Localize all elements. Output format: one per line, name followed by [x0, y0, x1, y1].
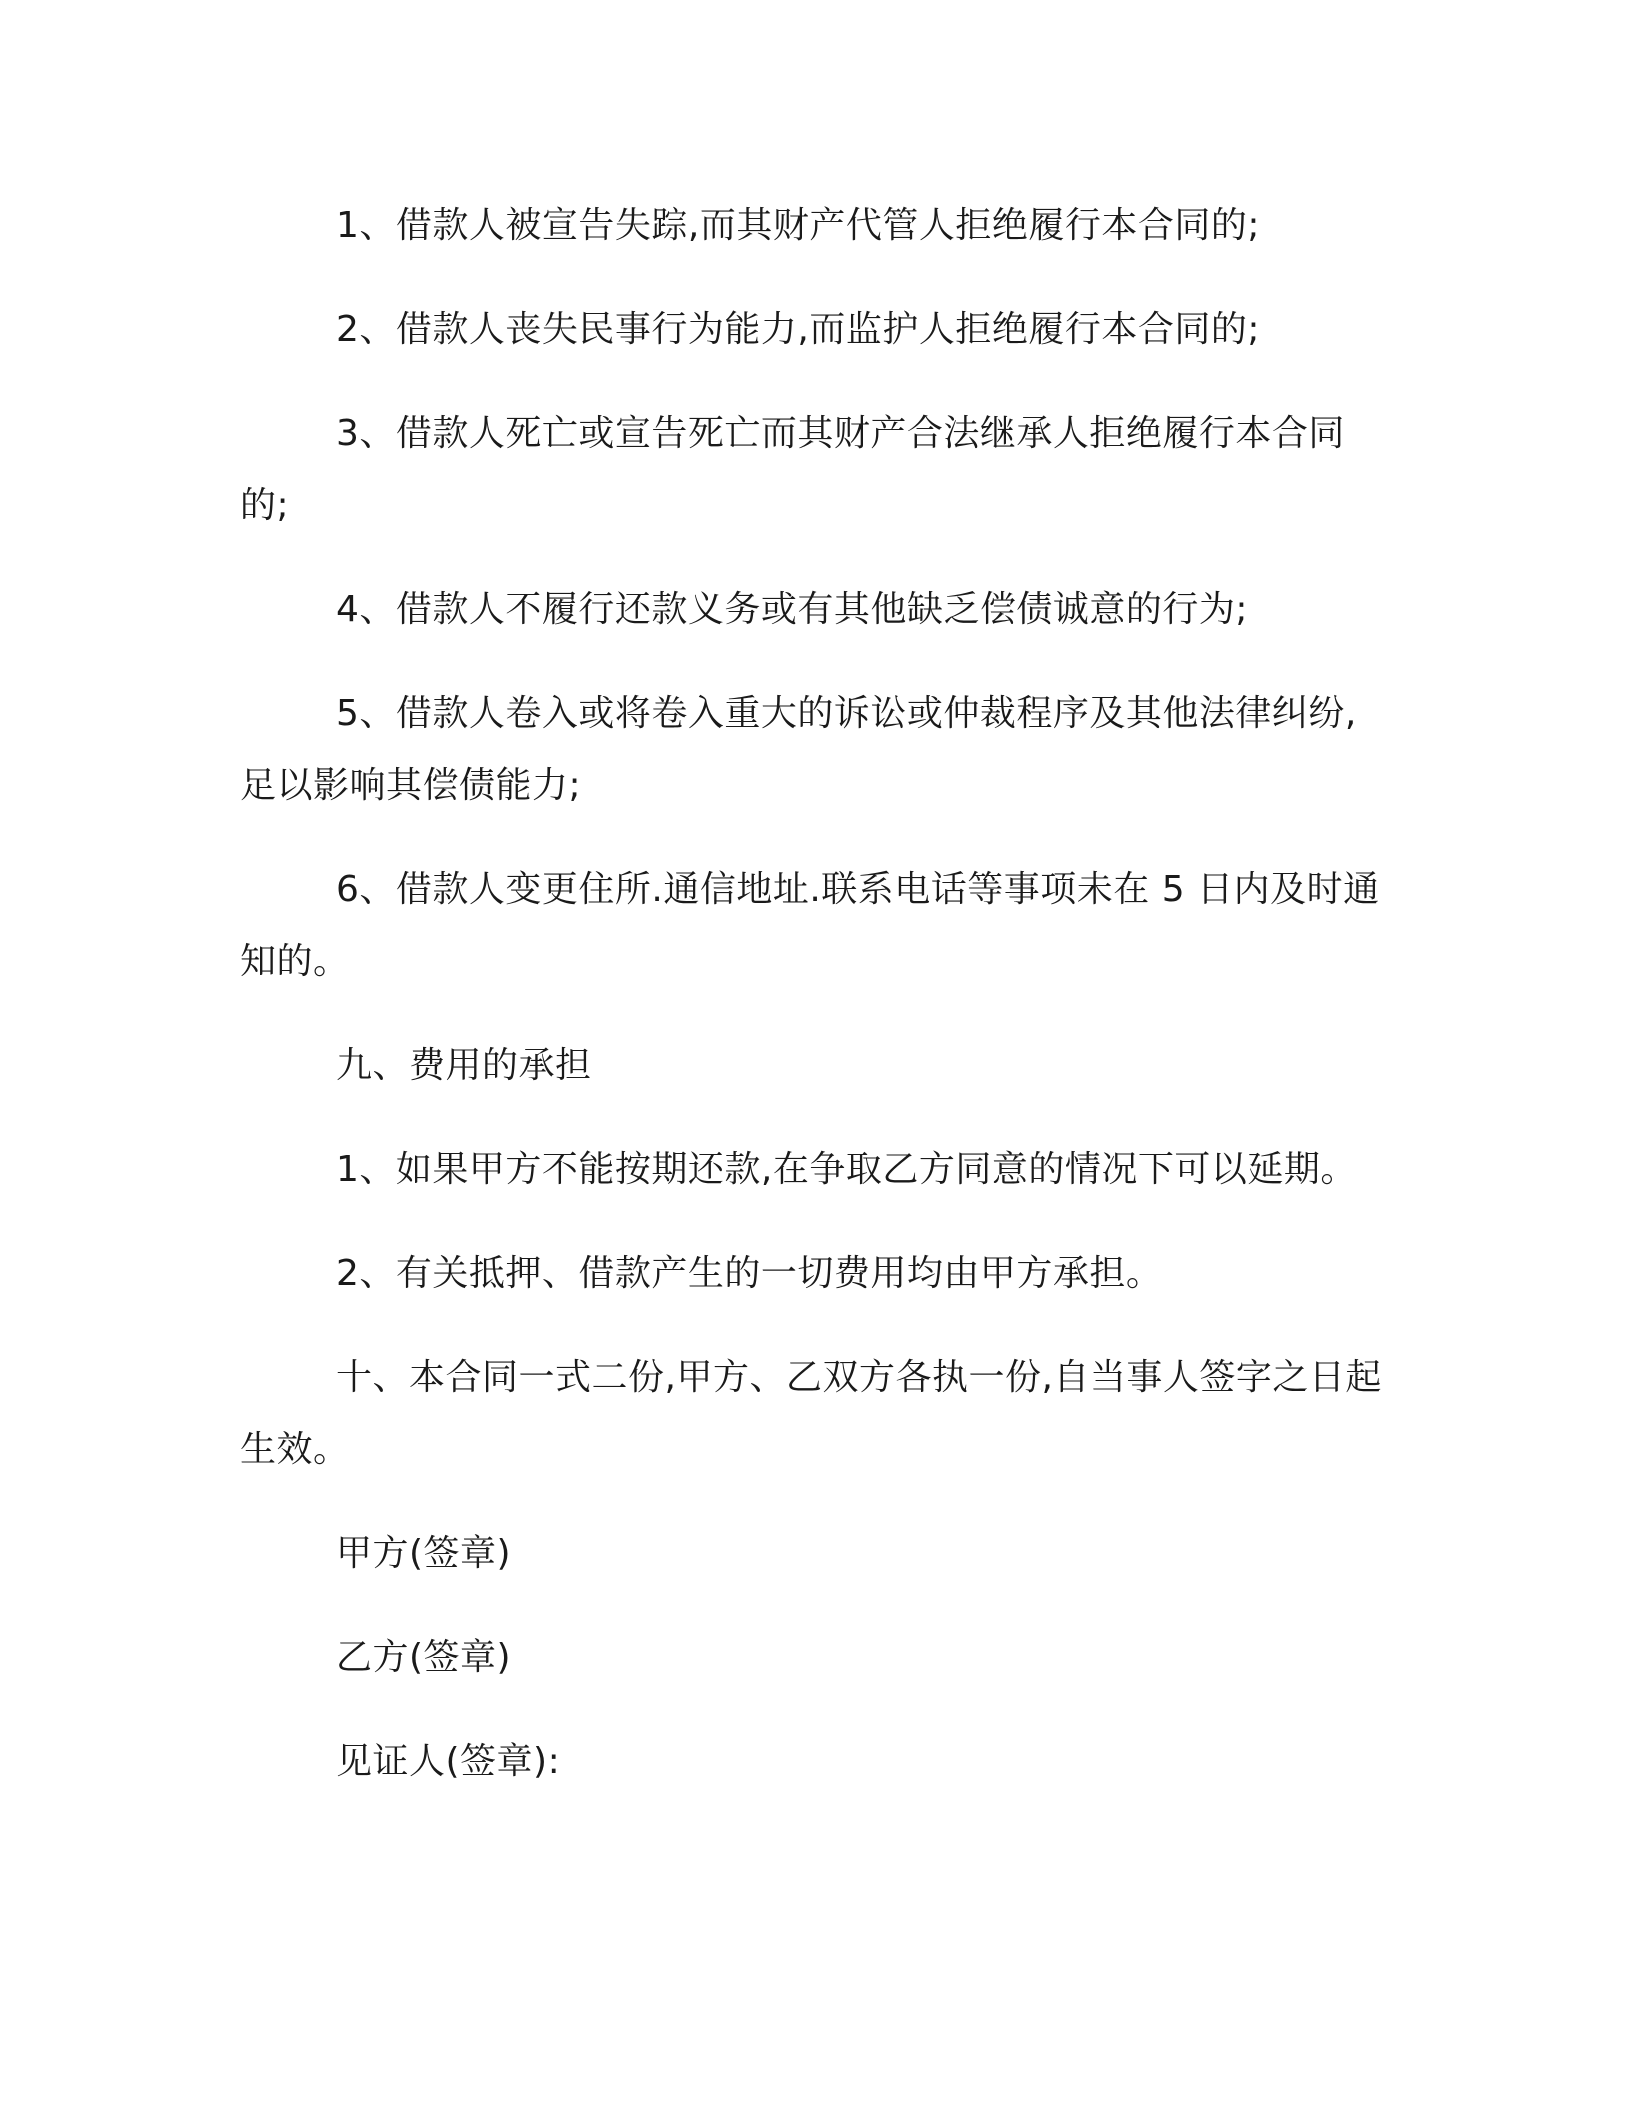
party-b-signature: 乙方(签章) — [336, 1637, 512, 1678]
section-ten-copies: 十、本合同一式二份,甲方、乙双方各执一份,自当事人签字之日起生效。 — [240, 1357, 1382, 1470]
section-heading-expenses: 九、费用的承担 — [336, 1045, 592, 1086]
expenses-clause-1: 1、如果甲方不能按期还款,在争取乙方同意的情况下可以延期。 — [336, 1149, 1357, 1190]
document-body — [240, 190, 1390, 1830]
clause-2-incapacity: 2、借款人丧失民事行为能力,而监护人拒绝履行本合同的; — [336, 309, 1260, 350]
clause-6-change-notice: 6、借款人变更住所.通信地址.联系电话等事项未在 5 日内及时通知的。 — [240, 869, 1380, 982]
witness-signature: 见证人(签章): — [336, 1741, 561, 1782]
party-a-signature: 甲方(签章) — [336, 1533, 512, 1574]
clause-3-death: 3、借款人死亡或宣告死亡而其财产合法继承人拒绝履行本合同的; — [240, 413, 1345, 526]
clause-4-nonpayment: 4、借款人不履行还款义务或有其他缺乏偿债诚意的行为; — [336, 589, 1249, 630]
clause-5-litigation: 5、借款人卷入或将卷入重大的诉讼或仲裁程序及其他法律纠纷,足以影响其偿债能力; — [240, 693, 1357, 806]
expenses-clause-2: 2、有关抵押、借款产生的一切费用均由甲方承担。 — [336, 1253, 1163, 1294]
clause-1-missing: 1、借款人被宣告失踪,而其财产代管人拒绝履行本合同的; — [336, 205, 1260, 246]
